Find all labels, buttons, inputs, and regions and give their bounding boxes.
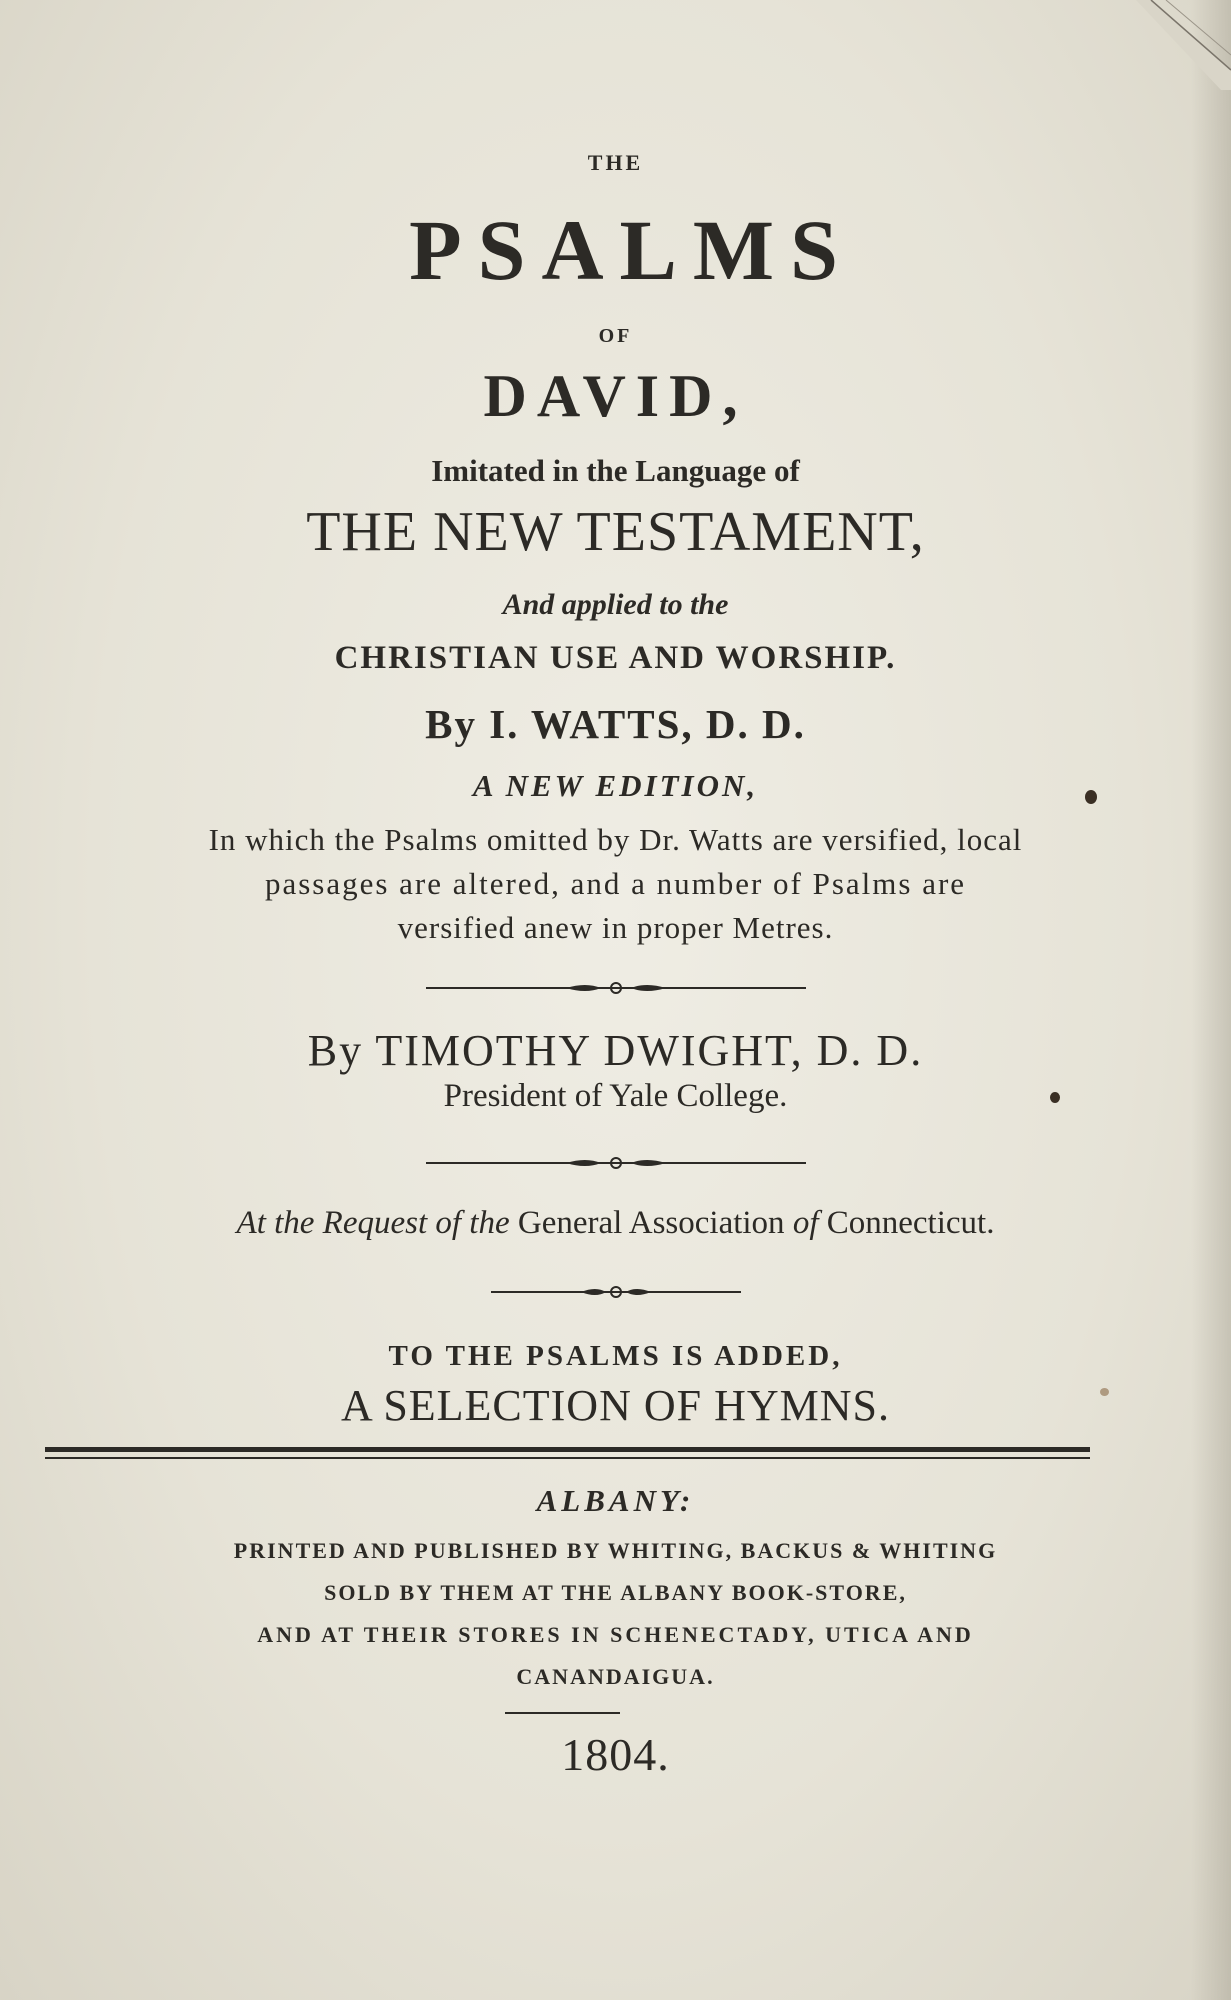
request-association: General Association: [517, 1205, 785, 1241]
heavy-rule: [45, 1447, 1090, 1452]
albany-text: ALBANY:: [536, 1483, 695, 1518]
page-edge-shadow: [1191, 0, 1231, 2000]
ornamental-rule-small: [491, 1282, 741, 1302]
printed-line-3: AND AT THEIR STORES IN SCHENECTADY, UTICA AND: [257, 1622, 974, 1647]
selection-text: A SELECTION OF HYMNS.: [340, 1381, 891, 1430]
new-edition-text: A NEW EDITION,: [472, 768, 759, 803]
thin-rule: [45, 1457, 1090, 1459]
year-text: 1804.: [561, 1729, 670, 1780]
request-place: Connecticut.: [826, 1205, 995, 1241]
by-dwight-text: By TIMOTHY DWIGHT, D. D.: [307, 1026, 924, 1075]
the-text: THE: [587, 150, 644, 175]
christian-use-text: CHRISTIAN USE AND WORSHIP.: [334, 640, 897, 676]
printed-line-1: PRINTED AND PUBLISHED BY WHITING, BACKUS & WHITING: [233, 1538, 998, 1563]
new-testament-text: THE NEW TESTAMENT,: [306, 501, 925, 563]
imitated-text: Imitated in the Language of: [431, 453, 800, 488]
title-david: DAVID,: [483, 363, 748, 429]
of-text: OF: [598, 325, 633, 347]
request-text: [0, 1205, 1231, 1242]
description-line-3: versified anew in proper Metres.: [397, 910, 834, 945]
short-rule: [505, 1712, 620, 1714]
request-prefix: At the Request of the: [236, 1205, 510, 1241]
added-text: TO THE PSALMS IS ADDED,: [388, 1340, 843, 1372]
applied-text: And applied to the: [502, 588, 729, 621]
president-text: President of Yale College.: [443, 1078, 788, 1114]
title-psalms: PSALMS: [409, 202, 854, 298]
request-of: of: [792, 1205, 819, 1241]
description-line-2: passages are altered, and a number of Psalms are: [264, 866, 967, 901]
folded-corner: [1111, 0, 1231, 90]
printed-line-4: CANANDAIGUA.: [516, 1664, 715, 1689]
ornamental-rule: [426, 978, 806, 998]
ornamental-rule: [426, 1153, 806, 1173]
printed-line-2: SOLD BY THEM AT THE ALBANY BOOK-STORE,: [324, 1580, 907, 1605]
description-line-1: In which the Psalms omitted by Dr. Watts are versified, local: [208, 822, 1023, 857]
by-watts-text: By I. WATTS, D. D.: [425, 701, 806, 747]
